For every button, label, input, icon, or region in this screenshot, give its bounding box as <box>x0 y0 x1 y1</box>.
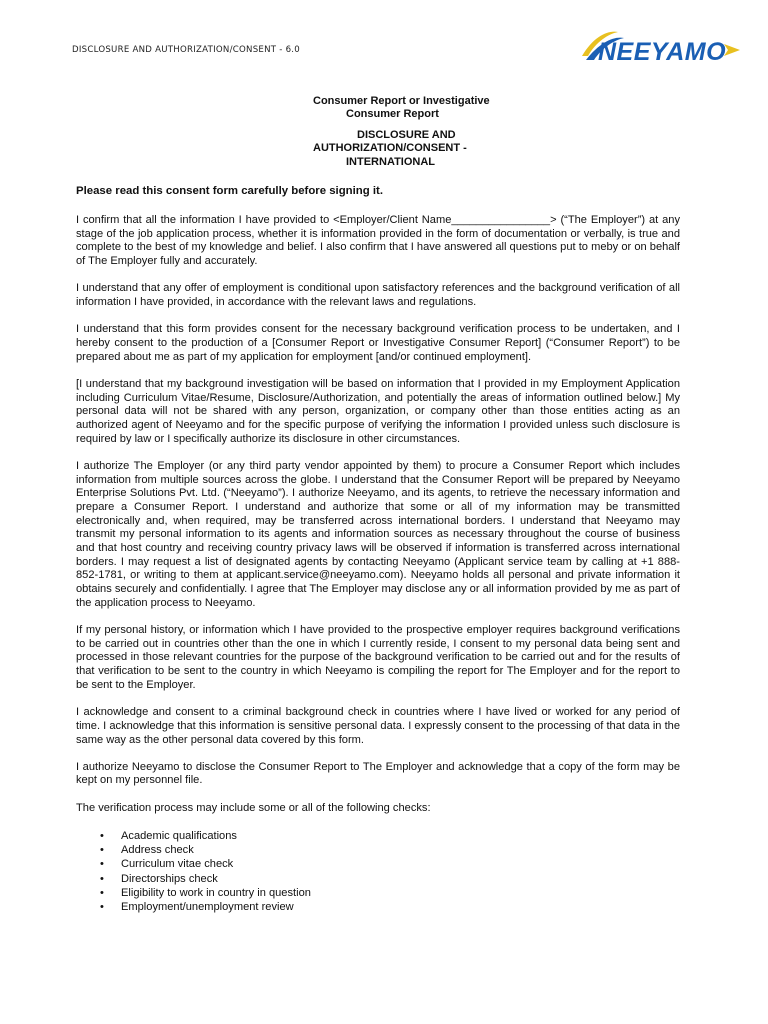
document-code-header: DISCLOSURE AND AUTHORIZATION/CONSENT - 6.0 <box>72 45 300 55</box>
list-item <box>76 886 680 900</box>
bullet-icon: • <box>100 887 104 899</box>
list-item <box>76 857 680 871</box>
paragraph-international-transfer: If my personal history, or information which I have provided to the prospective employer requires background verifications to be carried out in countries other than the one in which I currently reside, I consent to my personal data being sent and processed in those relevant countries for the purpose of the background verification to be carried out and for the results of that verification to be sent to the country in which Neeyamo is compiling the report for The Employer and for the report to be sent to the Employer. <box>76 624 680 691</box>
title-line: AUTHORIZATION/CONSENT - <box>313 142 467 154</box>
consent-body <box>76 214 680 915</box>
consent-instruction: Please read this consent form carefully before signing it. <box>76 185 383 197</box>
paragraph-consent-scope: I understand that this form provides consent for the necessary background verification process to be undertaken, and I hereby consent to the production of a [Consumer Report or Investigative Consumer Report] (“Consumer Report”) to be prepared about me as part of my application for employment [and/or continued employment]. <box>76 323 680 363</box>
checks-list <box>76 829 680 915</box>
list-item <box>76 872 680 886</box>
title-line: Consumer Report or Investigative <box>313 95 490 107</box>
bullet-icon: • <box>100 829 104 842</box>
check-label: Curriculum vitae check <box>121 858 234 871</box>
title-line: INTERNATIONAL <box>346 156 436 168</box>
paragraph-criminal-check: I acknowledge and consent to a criminal background check in countries where I have lived or worked for any period of time. I acknowledge that this information is sensitive personal data. I expressly consent to the processing of that data in the same way as the other personal data covered by this form. <box>76 706 680 746</box>
check-label: Employment/unemployment review <box>121 901 294 914</box>
paragraph-disclosure: I authorize Neeyamo to disclose the Consumer Report to The Employer and acknowledge that a copy of the form may be kept on my personnel file. <box>76 760 680 787</box>
title-line: Consumer Report <box>346 108 439 120</box>
logo-arrow-accent <box>724 44 740 56</box>
check-label: Eligibility to work in country in question <box>121 887 311 899</box>
paragraph-checks-intro: The verification process may include some or all of the following checks: <box>76 801 431 814</box>
bullet-icon: • <box>100 844 104 857</box>
paragraph-authorization: I authorize The Employer (or any third party vendor appointed by them) to procure a Consumer Report which includes information from multiple sources across the globe. I understand that the Consumer Report will be prepared by Neeyamo Enterprise Solutions Pvt. Ltd. (“Neeyamo”). I authorize Neeyamo, and its agents, to retrieve the necessary information and prepare a Consumer Report. I understand and authorize that some or all of my information may be transmitted electronically and, when required, may be transferred across international borders. I understand that Neeyamo may transmit my personal information to its agents and information sources as necessary throughout the course of business and that host country and receiving country privacy laws will be observed if information is transferred across international borders. I may request a list of designated agents by contacting Neeyamo (Applicant service team by calling at +1 888-852-1781, or writing to them at applicant.service@neeyamo.com). Neeyamo holds all personal and private information it obtains securely and confidentially. I agree that The Employer may disclose any or all information provided by me as part of the application process to Neeyamo. <box>76 459 680 609</box>
check-label: Address check <box>121 844 194 857</box>
check-label: Academic qualifications <box>121 829 237 842</box>
paragraph-confirmation: I confirm that all the information I have provided to <Employer/Client Name________________> (“The Employer”) at any stage of the job application process, whether it is information provided in the form of documentation or verbally, is true and complete to the best of my knowledge and belief. I also confirm that I have answered all questions put to meby or on behalf of The Employer fully and accurately. <box>76 214 680 268</box>
list-item <box>76 829 680 843</box>
svg-text:NEEYAMO: NEEYAMO <box>598 38 727 66</box>
bullet-icon: • <box>100 872 104 885</box>
paragraph-investigation-basis: [I understand that my background investigation will be based on information that I provided in my Employment Application including Curriculum Vitae/Resume, Disclosure/Authorization, and potentially the areas of information outlined below.] My personal data will not be shared with any person, organization, or company other than those entities acting as an authorized agent of Neeyamo and for the specific purpose of verifying the information I provided unless such disclosure is required by law or I specifically authorize its disclosure in other circumstances. <box>76 377 680 445</box>
title-line: DISCLOSURE AND <box>357 129 456 141</box>
bullet-icon: • <box>100 901 104 914</box>
list-item <box>76 900 680 914</box>
paragraph-offer-conditional: I understand that any offer of employment is conditional upon satisfactory references and the background verification of all information I have provided, in accordance with the relevant laws and regulations. <box>76 282 680 309</box>
list-item <box>76 843 680 857</box>
check-label: Directorships check <box>121 872 218 885</box>
bullet-icon: • <box>100 858 104 871</box>
neeyamo-logo <box>574 26 744 68</box>
